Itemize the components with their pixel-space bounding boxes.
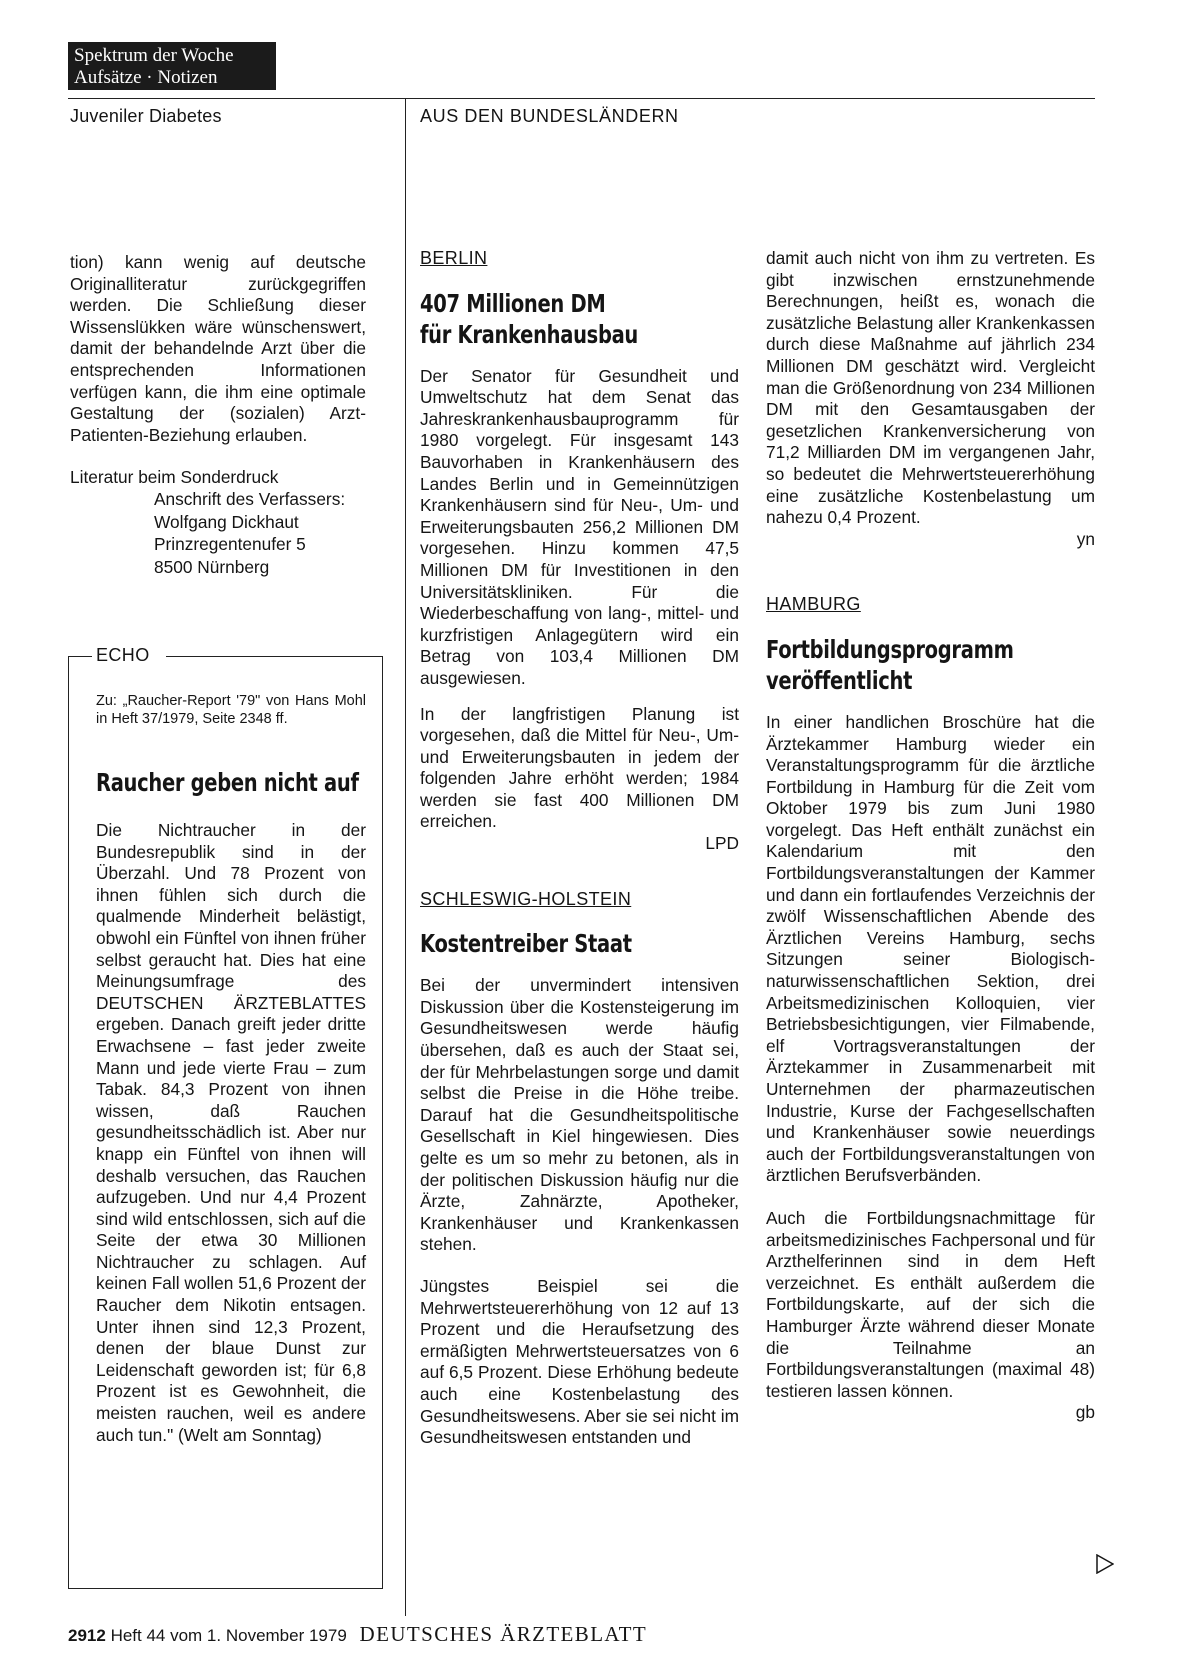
hamburg-signoff: gb <box>1075 1402 1095 1423</box>
middle-column <box>420 248 739 1449</box>
berlin-title-line1: 407 Millionen DM <box>420 288 606 318</box>
triangle-right-icon <box>1096 1554 1114 1580</box>
left-article-body: tion) kann wenig auf deutsche Originalliteratur zurückgegriffen werden. Die Schließung dieser Wissenslükken wäre wünschenswert, damit der behandelnde Arzt über die entsprechenden Informationen verfügen kann, die ihm eine optimale Gestaltung der (sozialen) Arzt-Patienten-Beziehung erlauben. <box>70 252 366 445</box>
left-article <box>70 252 366 489</box>
berlin-title <box>420 288 748 350</box>
berlin-section-label: BERLIN <box>420 248 488 268</box>
sh-paragraph: Jüngstes Beispiel sei die Mehrwertsteuererhöhung von 12 auf 13 Prozent und die Heraufsetzung des ermäßigten Mehrwertsteuersatzes von 6 auf 6,5 Prozent. Diese Erhöhung bedeute auch eine Kostenbelastung des Gesundheitswesens. Aber sie sei nicht im Gesundheitswesen entstanden und <box>420 1275 739 1448</box>
berlin-paragraph: Der Senator für Gesundheit und Umweltschutz hat dem Senat das Jahreskrankenhausbauprogramm für 1980 vorgelegt. Für insgesamt 143 Bauvorhaben in Krankenhäusern des Landes Berlin und in Gemeinnützigen Krankenhäusern sind für Neu-, Um- und Erweiterungsbauten 256,2 Millionen DM vorgesehen. Hinzu kommen 47,5 Millionen DM für Investitionen in den Universitätskliniken. Für die Wiederbeschaffung von lang-, mittel- und kurzfristigen Anlagegütern wird ein Betrag von 103,4 Millionen DM ausgewiesen. <box>420 365 739 688</box>
echo-body: Die Nichtraucher in der Bundesrepublik sind in der Überzahl. Und 78 Prozent von ihnen fühlen sich durch die qualmende Minderheit belästigt, obwohl ein Fünftel von ihnen früher selbst geraucht hat. Dies hat eine Meinungsumfrage des DEUTSCHEN ÄRZTEBLATTES ergeben. Danach greift jeder dritte Erwachsene – fast jeder zweite Mann und jede vierte Frau – zum Tabak. 84,3 Prozent von ihnen wissen, daß Rauchen gesundheitsschädlich ist. Aber nur knapp ein Fünftel von ihnen will deshalb versuchen, das Rauchen aufzugeben. Und nur 4,4 Prozent sind wild entschlossen, sich auf die Seite der etwa 30 Millionen Nichtraucher zu schlagen. Auf keinen Fall wollen 51,6 Prozent der Raucher dem Nikotin entsagen. Unter ihnen sind 12,3 Prozent, denen der blaue Dunst zur Leidenschaft geworden ist; für 6,8 Prozent ist es Gewohnheit, die meisten rauchen, weil es andere auch tun." (Welt am Sonntag) <box>96 820 366 1445</box>
echo-reference-note: Zu: „Raucher-Report '79" von Hans Mohl in Heft 37/1979, Seite 2348 ff. <box>96 693 366 727</box>
sh-paragraph-continued: damit auch nicht von ihm zu vertreten. Es gibt inzwischen ernstzunehmende Berechnungen, heißt es, wonach die zusätzliche Belastung aller Krankenkassen durch diese Maßnahme auf jährlich 234 Millionen DM geschätzt wird. Vergleicht man die Größenordnung von 234 Millionen DM mit den Gesamtausgaben der gesetzlichen Krankenversicherung von 71,2 Milliarden DM im vergangenen Jahr, so bedeutet die Mehrwertsteuererhöhung eine zusätzliche Kostenbelastung um nahezu 0,4 Prozent. <box>766 248 1095 528</box>
page-footer <box>68 1622 647 1647</box>
masthead <box>68 42 276 90</box>
section-label-left: Juveniler Diabetes <box>70 106 222 126</box>
berlin-title-line2: für Krankenhausbau <box>420 319 639 349</box>
echo-box-top-rule <box>166 656 382 657</box>
hamburg-section-label: HAMBURG <box>766 594 861 615</box>
page-number: 2912 <box>68 1626 106 1645</box>
masthead-line1: Spektrum der Woche <box>74 45 234 66</box>
sh-title: Kostentreiber Staat <box>420 929 632 959</box>
sh-paragraph: Bei der unvermindert intensiven Diskussion über die Kostensteigerung im Gesundheitswesen werde häufig übersehen, daß es auch der Staat sei, der für Mehrbelastungen sorge und damit selbst die Preise in die Höhe treibe. Darauf hat die Gesundheitspolitische Gesellschaft in Kiel hingewiesen. Dies gelte es um so mehr zu betonen, als in der politischen Diskussion häufig nur die Ärzte, Zahnärzte, Apotheker, Krankenhäuser und Krankenkassen stehen. <box>420 975 739 1255</box>
hamburg-title-line2: veröffentlicht <box>766 665 913 695</box>
sh-section-label: SCHLESWIG-HOLSTEIN <box>420 888 632 909</box>
literature-note: Literatur beim Sonderdruck <box>70 467 279 488</box>
column-divider <box>405 98 406 1616</box>
berlin-signoff: LPD <box>705 833 739 854</box>
hamburg-paragraph: Auch die Fortbildungsnachmittage für arbeitsmedizinisches Fachpersonal und für Arzthelferinnen sind in dem Heft verzeichnet. Es enthält außerdem die Fortbildungskarte, auf der sich die Hamburger Ärzte während dieser Monate die Teilnahme an Fortbildungsveranstaltungen (maximal 48) testieren lassen können. <box>766 1207 1095 1401</box>
address-line: 8500 Nürnberg <box>154 556 270 577</box>
echo-label: ECHO <box>96 645 150 665</box>
address-line: Prinzregentenufer 5 <box>154 534 306 554</box>
top-rule <box>68 98 1095 99</box>
address-line: Wolfgang Dickhaut <box>154 511 299 532</box>
publication-name: DEUTSCHES ÄRZTEBLATT <box>359 1622 648 1646</box>
hamburg-title <box>766 634 1094 696</box>
hamburg-title-line1: Fortbildungsprogramm <box>766 634 1014 664</box>
issue-info: Heft 44 vom 1. November 1979 <box>110 1626 347 1645</box>
echo-box-top-rule <box>68 656 92 657</box>
section-label-right: AUS DEN BUNDESLÄNDERN <box>420 106 679 126</box>
berlin-paragraph: In der langfristigen Planung ist vorgesehen, daß die Mittel für Neu-, Um- und Erweiterungsbauten in jedem der folgenden Jahre erhöht werden; 1984 werden sie fast 400 Millionen DM erreichen. <box>420 703 739 832</box>
author-address <box>154 488 345 578</box>
masthead-line2: Aufsätze · Notizen <box>74 67 218 88</box>
sh-signoff: yn <box>1076 528 1095 549</box>
echo-title: Raucher geben nicht auf <box>96 768 359 797</box>
hamburg-paragraph: In einer handlichen Broschüre hat die Ärztekammer Hamburg wieder ein Veranstaltungsprogramm für die ärztliche Fortbildung in Hamburg für die Zeit vom Oktober 1979 bis zum Juni 1980 vorgelegt. Das Heft enthält zunächst ein Kalendarium mit den Fortbildungsveranstaltungen der Kammer und dann ein fortlaufendes Verzeichnis der zwölf Wissenschaftlichen Abende des Ärztlichen Vereins Hamburg, sechs Sitzungen seiner Biologisch-naturwissenschaftlichen Sektion, drei Arbeitsmedizinischen Kolloquien, vier Betriebsbesichtigungen, vier Filmabende, elf Vortragsveranstaltungen der Ärztekammer in Zusammenarbeit mit Unternehmen der pharmazeutischen Industrie, Kurse der Fachgesellschaften und Krankenhäuser sowie neuerdings auch der Fortbildungsveranstaltungen von ärztlichen Berufsverbänden. <box>766 711 1095 1186</box>
right-column <box>766 248 1095 1424</box>
address-line: Anschrift des Verfassers: <box>154 489 346 509</box>
